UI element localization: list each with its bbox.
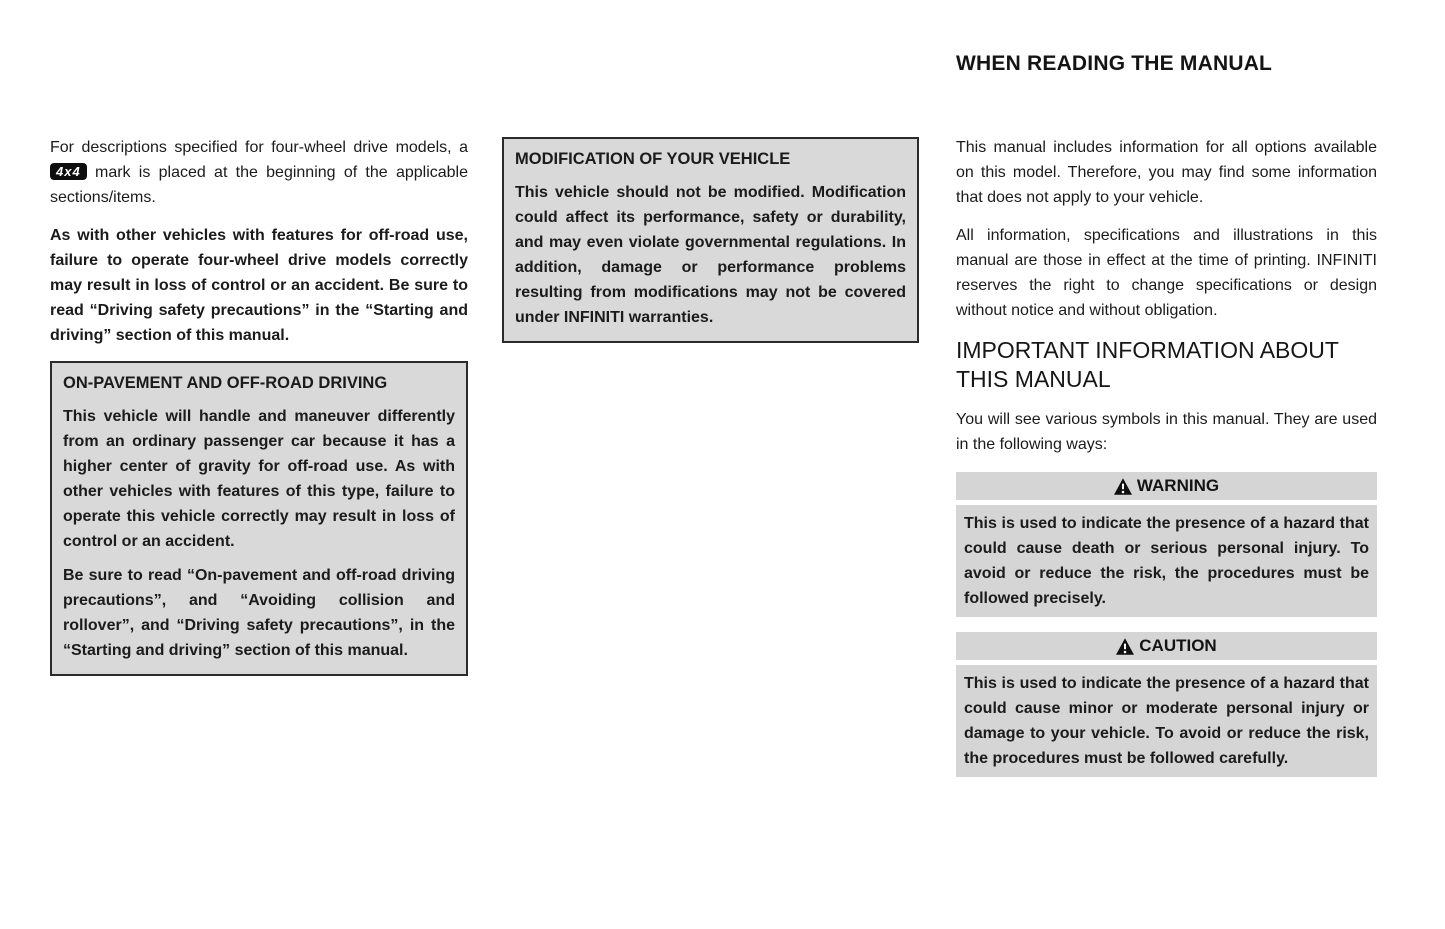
warning-label: WARNING (1136, 476, 1220, 495)
box-title: ON-PAVEMENT AND OFF-ROAD DRIVING (63, 374, 388, 392)
box-title: MODIFICATION OF YOUR VEHICLE (515, 150, 791, 168)
warning-body-text: This is used to indicate the presence of a hazard that could cause death or serious personal injury. To avoid or reduce the risk, the procedures must be followed precisely. (964, 515, 1369, 607)
caution-header-bar (956, 632, 1377, 660)
middle-column (502, 135, 919, 343)
page-title: WHEN READING THE MANUAL (956, 52, 1273, 75)
modification-box (502, 137, 919, 343)
warning-body-box (956, 505, 1377, 617)
onpavement-offroad-driving-box (50, 361, 468, 676)
warning-triangle-icon (1114, 478, 1132, 495)
specifications-info-paragraph: All information, specifications and illustrations in this manual are those in effect at the time of printing. INFINITI reserves the right to change specifications or design without notice and without obligation. (956, 227, 1377, 319)
box-paragraph: Be sure to read “On-pavement and off-road driving precautions”, and “Avoiding collision and rollover”, and “Driving safety precautions”, in the “Starting and driving” section of this manual. (63, 567, 455, 659)
offroad-warning-paragraph: As with other vehicles with features for off-road use, failure to operate four-wheel drive models correctly may result in loss of control or an accident. Be sure to read “Driving safety precautions” in the “Starting and driving” section of this manual. (50, 227, 468, 344)
caution-triangle-icon (1116, 638, 1134, 655)
box-paragraph: This vehicle should not be modified. Modification could affect its performance, safety or durability, and may even violate governmental regulations. In addition, damage or performance problems resulting from modifications may not be covered under INFINITI warranties. (515, 184, 906, 326)
fourwheel-intro-paragraph (50, 135, 468, 210)
options-info-paragraph: This manual includes information for all options available on this model. Therefore, you may find some information that does not apply to your vehicle. (956, 139, 1377, 206)
warning-header-bar (956, 472, 1377, 500)
caution-body-text: This is used to indicate the presence of a hazard that could cause minor or moderate personal injury or damage to your vehicle. To avoid or reduce the risk, the procedures must be followed carefully. (964, 675, 1369, 767)
intro-text-before: For descriptions specified for four-wheel drive models, a (50, 139, 468, 156)
symbols-intro-paragraph: You will see various symbols in this manual. They are used in the following ways: (956, 411, 1377, 453)
important-information-heading: IMPORTANT INFORMATION ABOUT THIS MANUAL (956, 337, 1339, 392)
right-column (956, 135, 1377, 777)
box-paragraph: This vehicle will handle and maneuver differently from an ordinary passenger car because it has a higher center of gravity for off-road use. As with other vehicles with features of this type, failure to operate this vehicle correctly may result in loss of control or an accident. (63, 408, 455, 550)
left-column (50, 135, 468, 676)
caution-label: CAUTION (1139, 636, 1217, 655)
caution-body-box (956, 665, 1377, 777)
intro-text-after: mark is placed at the beginning of the applicable sections/items. (50, 164, 468, 206)
4x4-mark-icon: 4x4 (50, 163, 87, 180)
